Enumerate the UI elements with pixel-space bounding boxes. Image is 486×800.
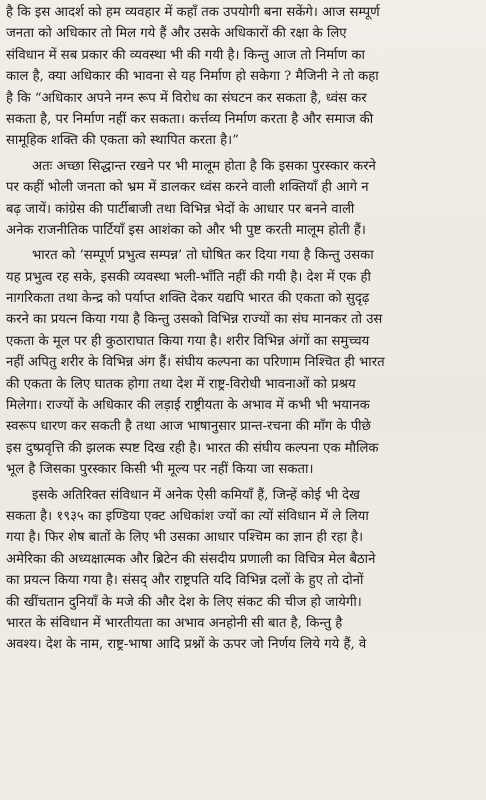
- text-line: की एकता के लिए घातक होगा तथा देश में राष्ट्र-विरोधी भावनाओं को प्रश्रय: [6, 376, 356, 392]
- text-line: अवश्य। देश के नाम, राष्ट्र-भाषा आदि प्रश्नों के ऊपर जो निर्णय लिये गये हैं, वे: [6, 637, 367, 653]
- paragraph-political-parties: [6, 156, 478, 242]
- paragraph-federal-structure: [6, 245, 478, 480]
- text-line: की खींचतान दुनियाँ के मजे की और देश के लिए संकट की चीज हो जायेगी।: [6, 594, 362, 610]
- text-line: है कि इस आदर्श को हम व्यवहार में कहाँ तक उपयोगी बना सकेंगे। आज सम्पूर्ण: [6, 5, 380, 20]
- text-line: अमेरिका की अध्यक्षात्मक और ब्रिटेन की संसदीय प्रणाली का विचित्र मेल बैठाने: [6, 551, 376, 567]
- text-line: इस दुष्प्रवृत्ति की झलक स्पष्ट दिख रही है। भारत की संघीय कल्पना एक मौलिक: [6, 440, 379, 456]
- text-line: यह प्रभुत्व रह सके, इसकी व्यवस्था भली-भाँति नहीं की गयी है। देश में एक ही: [6, 269, 371, 285]
- text-line: भारत को ‘सम्पूर्ण प्रभुत्व सम्पन्न’ तो घोषित कर दिया गया है किन्तु उसका: [32, 248, 374, 264]
- text-line: सकता है। १९३५ का इण्डिया एक्ट अधिकांश ज्यों का त्यों संविधान में ले लिया: [6, 508, 369, 524]
- text-line: गया है। फिर शेष बातों के लिए भी उसका आधार पश्चिम का ज्ञान ही रहा है।: [6, 530, 364, 546]
- text-line: सकता है, पर निर्माण नहीं कर सकता। कर्त्तव्य निर्माण करता है और समाज की: [6, 111, 374, 127]
- text-line: का प्रयत्न किया गया है। संसद् और राष्ट्रपति यदि विभिन्न दलों के हुए तो दोनों: [6, 573, 364, 589]
- text-line: अनेक राजनीतिक पार्टियाँ इस आशंका को और भी पुष्ट करती मालूम होती हैं।: [6, 222, 366, 238]
- text-line: एकता के मूल पर ही कुठाराघात किया गया है। शरीर विभिन्न अंगों का समुच्चय: [6, 333, 370, 349]
- text-line: इसके अतिरिक्त संविधान में अनेक ऐसी कमियाँ हैं, जिन्हें कोई भी देख: [32, 487, 360, 503]
- text-line: मिलेगा। राज्यों के अधिकार की लड़ाई राष्ट्रीयता के अभाव में कभी भी भयानक: [6, 398, 370, 414]
- paragraph-constitutional-shortcomings: [6, 485, 478, 656]
- text-line: पर कहीं भोली जनता को भ्रम में डालकर ध्वंस करने वाली शक्तियाँ ही आगे न: [6, 180, 369, 196]
- text-line: बढ़ जायें। कांग्रेस की पार्टीबाजी तथा विभिन्न भेदों के आधार पर बनने वाली: [6, 201, 355, 217]
- text-line: संविधान में सब प्रकार की व्यवस्था भी की गयी है। किन्तु आज तो निर्माण का: [6, 47, 365, 63]
- text-line: भारत के संविधान में भारतीयता का अभाव अनहोनी सी बात है, किन्तु है: [6, 615, 343, 631]
- text-line: नागरिकता तथा केन्द्र को पर्याप्त शक्ति देकर यद्यपि भारत की एकता को सुदृढ़: [6, 291, 370, 307]
- text-line: नहीं अपितु शरीर के विभिन्न अंग हैं। संघीय कल्पना का परिणाम निश्चित ही भारत: [6, 355, 385, 371]
- text-line: स्वरूप धारण कर सकती है तथा आज भाषानुसार प्रान्त-रचना की माँग के पीछे: [6, 419, 371, 435]
- text-line: भूल है जिसका पुरस्कार किसी भी मूल्य पर नहीं किया जा सकता।: [6, 462, 314, 478]
- text-line: काल है, क्या अधिकार की भावना से यह निर्माण हो सकेगा ? मैजिनी ने तो कहा: [6, 69, 379, 85]
- text-line: अतः अच्छा सिद्धान्त रखने पर भी मालूम होता है कि इसका पुरस्कार करने: [32, 158, 376, 174]
- paragraph-rights-and-construction: [6, 2, 478, 152]
- text-line: है कि “अधिकार अपने नग्न रूप में विरोध का संघटन कर सकता है, ध्वंस कर: [6, 90, 367, 106]
- text-line: सामूहिक शक्ति की एकता को स्थापित करता है।”: [6, 133, 239, 149]
- text-line: जनता को अधिकार तो मिल गये हैं और उसके अधिकारों की रक्षा के लिए: [6, 26, 347, 42]
- text-line: करने का प्रयत्न किया गया है किन्तु उसको विभिन्न राज्यों का संघ मानकर तो उस: [6, 312, 383, 328]
